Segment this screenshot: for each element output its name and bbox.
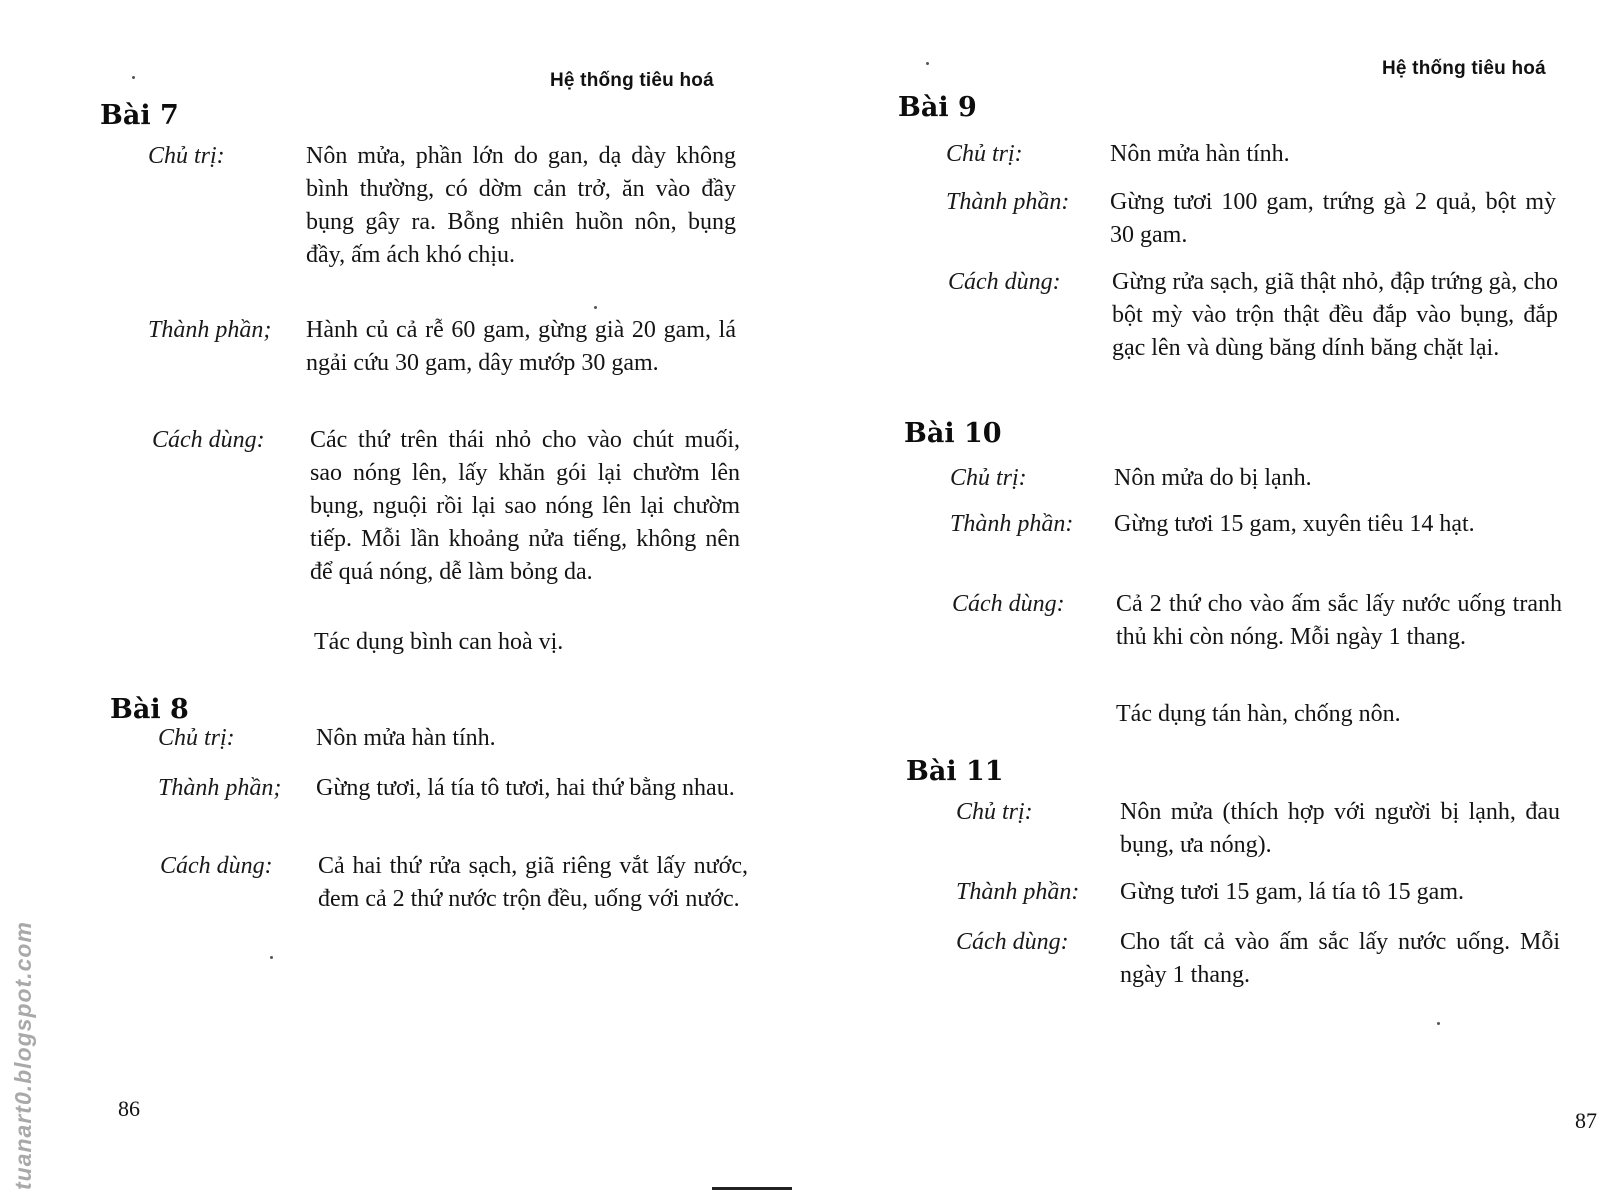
- cach-dung-text: Cả 2 thứ cho vào ấm sắc lấy nước uống tranh thủ khi còn nóng. Mỗi ngày 1 thang.: [1116, 591, 1562, 650]
- chu-tri-text: Nôn mửa hàn tính.: [316, 725, 496, 751]
- scan-speck: [270, 956, 273, 959]
- cach-dung-text: Cả hai thứ rửa sạch, giã riêng vắt lấy nước, đem cả 2 thứ nước trộn đều, uống với nước.: [318, 853, 748, 912]
- tac-dung-note: Tác dụng tán hàn, chống nôn.: [1116, 701, 1401, 727]
- cach-dung-row: [952, 588, 1566, 654]
- thanh-phan-label: Thành phần;: [148, 317, 272, 343]
- chu-tri-row: [956, 796, 1564, 862]
- running-head: Hệ thống tiêu hoá: [1382, 58, 1546, 79]
- thanh-phan-label: Thành phần;: [158, 775, 282, 801]
- cach-dung-text: Các thứ trên thái nhỏ cho vào chút muối, sao nóng lên, lấy khăn gói lại chườm lên bụng, nguội rồi lại sao nóng lên lại chườm tiếp. Mỗi lần khoảng nửa tiếng, không nên để quá nóng, dễ làm bỏng da.: [310, 427, 740, 585]
- lesson-title: Bài 11: [906, 756, 1004, 787]
- left-page: [0, 0, 790, 1200]
- thanh-phan-label: Thành phần:: [956, 879, 1080, 905]
- thanh-phan-text: Gừng tươi 100 gam, trứng gà 2 quả, bột mỳ 30 gam.: [1110, 189, 1556, 248]
- cach-dung-label: Cách dùng:: [152, 427, 265, 453]
- right-page: [800, 0, 1600, 1200]
- watermark: tuanart0.blogspot.com: [10, 921, 36, 1190]
- thanh-phan-text: Gừng tươi, lá tía tô tươi, hai thứ bằng nhau.: [316, 775, 735, 801]
- chu-tri-text: Nôn mửa, phần lớn do gan, dạ dày không bình thường, có dờm cản trở, ăn vào đầy bụng gây ra. Bỗng nhiên huồn nôn, bụng đầy, ấm ách khó chịu.: [306, 143, 736, 268]
- lesson-title: Bài 9: [898, 92, 977, 123]
- chu-tri-label: Chủ trị:: [148, 143, 225, 169]
- scan-speck: [1437, 1022, 1440, 1025]
- chu-tri-row: [950, 462, 1564, 495]
- bottom-rule: [712, 1187, 792, 1190]
- running-head: Hệ thống tiêu hoá: [550, 70, 714, 91]
- chu-tri-row: [158, 722, 750, 755]
- cach-dung-row: [152, 424, 744, 589]
- chu-tri-label: Chủ trị:: [158, 725, 235, 751]
- chu-tri-label: Chủ trị:: [950, 465, 1027, 491]
- chu-tri-label: Chủ trị:: [956, 799, 1033, 825]
- page-number: 87: [1575, 1108, 1597, 1133]
- thanh-phan-text: Gừng tươi 15 gam, lá tía tô 15 gam.: [1120, 879, 1464, 905]
- thanh-phan-label: Thành phần:: [950, 511, 1074, 537]
- thanh-phan-row: [950, 508, 1564, 541]
- chu-tri-row: [946, 138, 1560, 171]
- chu-tri-row: [148, 140, 740, 272]
- cach-dung-row: [956, 926, 1564, 992]
- cach-dung-label: Cách dùng:: [948, 269, 1061, 295]
- cach-dung-text: Gừng rửa sạch, giã thật nhỏ, đập trứng gà, cho bột mỳ vào trộn thật đều đắp vào bụng, đắp gạc lên và dùng băng dính băng chặt lại.: [1112, 269, 1558, 361]
- lesson-title: Bài 7: [100, 100, 179, 131]
- lesson-title: Bài 10: [904, 418, 1002, 449]
- thanh-phan-row: [148, 314, 740, 380]
- lesson-title: Bài 8: [110, 694, 189, 725]
- chu-tri-text: Nôn mửa do bị lạnh.: [1114, 465, 1312, 491]
- page-number: 86: [118, 1096, 140, 1121]
- scan-speck: [132, 76, 135, 79]
- scan-speck: [926, 62, 929, 65]
- thanh-phan-row: [946, 186, 1560, 252]
- thanh-phan-label: Thành phần:: [946, 189, 1070, 215]
- thanh-phan-row: [956, 876, 1564, 909]
- cach-dung-row: [948, 266, 1562, 365]
- thanh-phan-text: Gừng tươi 15 gam, xuyên tiêu 14 hạt.: [1114, 511, 1475, 537]
- cach-dung-label: Cách dùng:: [956, 929, 1069, 955]
- thanh-phan-text: Hành củ cả rễ 60 gam, gừng già 20 gam, lá ngải cứu 30 gam, dây mướp 30 gam.: [306, 317, 736, 376]
- scan-speck: [594, 306, 597, 309]
- cach-dung-row: [160, 850, 752, 916]
- cach-dung-label: Cách dùng:: [952, 591, 1065, 617]
- tac-dung-note: Tác dụng bình can hoà vị.: [314, 629, 564, 655]
- chu-tri-label: Chủ trị:: [946, 141, 1023, 167]
- thanh-phan-row: [158, 772, 750, 805]
- cach-dung-label: Cách dùng:: [160, 853, 273, 879]
- chu-tri-text: Nôn mửa (thích hợp với người bị lạnh, đau bụng, ưa nóng).: [1120, 799, 1560, 858]
- chu-tri-text: Nôn mửa hàn tính.: [1110, 141, 1290, 167]
- cach-dung-text: Cho tất cả vào ấm sắc lấy nước uống. Mỗi ngày 1 thang.: [1120, 929, 1560, 988]
